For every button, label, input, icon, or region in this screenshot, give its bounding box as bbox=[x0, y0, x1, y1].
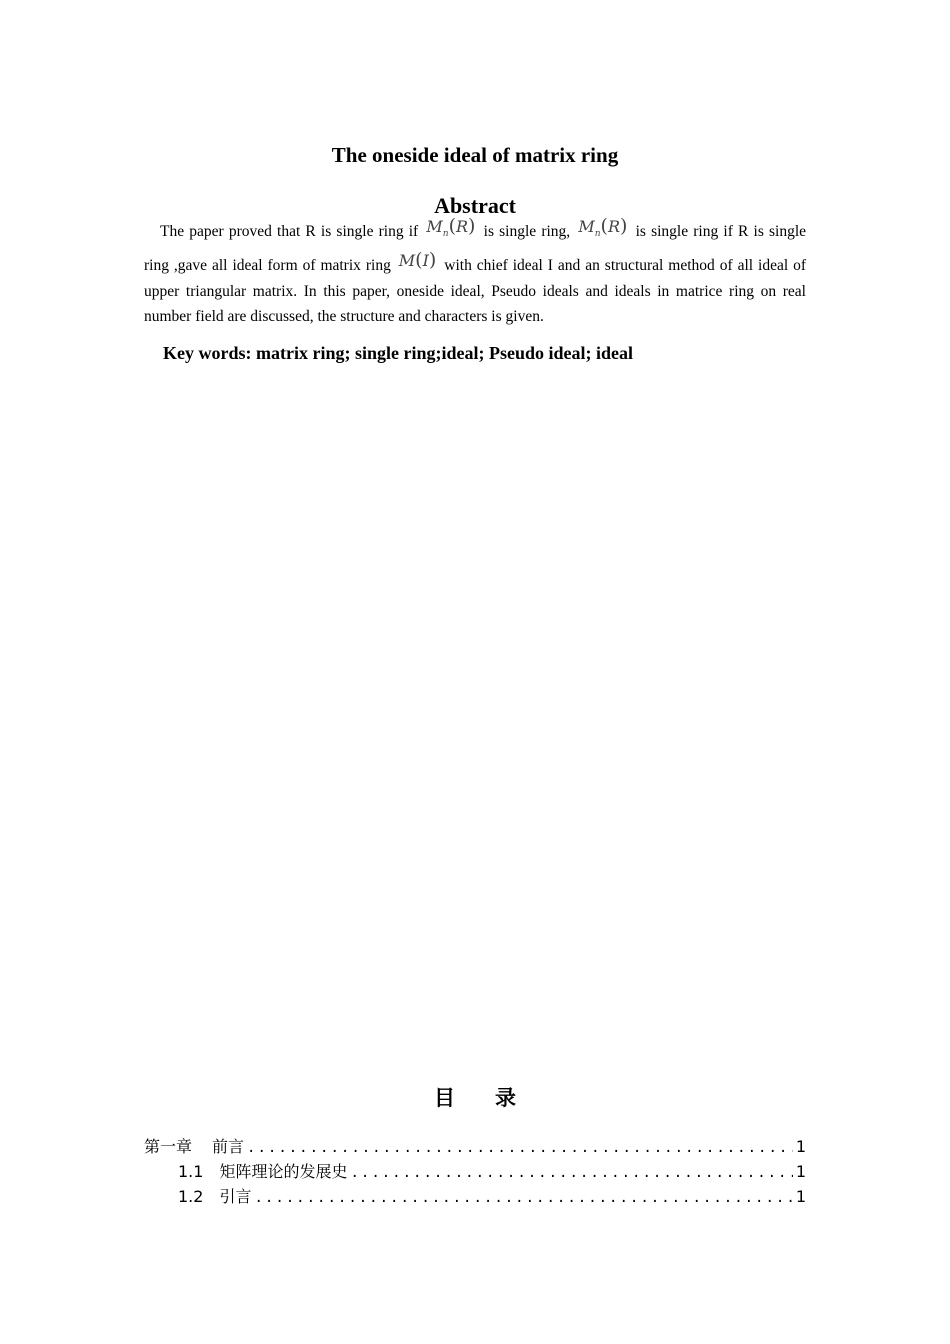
table-of-contents bbox=[144, 1134, 806, 1209]
math-m-i: M(I) bbox=[398, 248, 437, 271]
abstract-text-1: The paper proved that R is single ring if bbox=[160, 223, 419, 240]
toc-dot-leader bbox=[254, 1186, 792, 1209]
abstract-text-3: is single ring if R is single ring ,gave all ideal form of matrix ring bbox=[144, 223, 807, 274]
toc-section-number: 1.2 bbox=[178, 1187, 204, 1206]
toc-dot-leader bbox=[350, 1161, 792, 1184]
toc-heading: 目录 bbox=[434, 1086, 556, 1110]
math-mn-r-2: $M_n(R)$ bbox=[578, 215, 628, 240]
abstract-text-4: with chief ideal I and an structural method of all ideal of upper triangular matrix. In this paper, oneside ideal, Pseudo ideals and ideals in matrice ring on real number field are discussed, the structure and characters is given. bbox=[144, 256, 807, 326]
toc-entry-1-2[interactable] bbox=[144, 1184, 806, 1209]
toc-entry-title: 矩阵理论的发展史 bbox=[219, 1162, 348, 1181]
toc-entry-chapter-1[interactable] bbox=[144, 1134, 806, 1159]
abstract-text-2: is single ring, bbox=[483, 223, 571, 240]
toc-entry-1-1[interactable] bbox=[144, 1159, 806, 1184]
toc-dot-leader bbox=[247, 1136, 793, 1159]
toc-page-number: 1 bbox=[795, 1187, 806, 1206]
math-mn-r-1: $M_n(R)$ bbox=[426, 215, 476, 240]
abstract-heading: Abstract bbox=[434, 193, 516, 218]
toc-page-number: 1 bbox=[795, 1162, 806, 1181]
toc-section-number: 1.1 bbox=[178, 1162, 204, 1181]
paper-title: The oneside ideal of matrix ring bbox=[331, 143, 619, 167]
toc-chapter-label: 第一章 bbox=[144, 1137, 193, 1156]
toc-page-number: 1 bbox=[795, 1137, 806, 1156]
toc-entry-title: 引言 bbox=[219, 1187, 252, 1206]
abstract-body bbox=[144, 215, 807, 330]
keywords-line: Key words: matrix ring; single ring;ideal; Pseudo ideal; ideal bbox=[163, 343, 633, 363]
toc-entry-title: 前言 bbox=[212, 1137, 245, 1156]
